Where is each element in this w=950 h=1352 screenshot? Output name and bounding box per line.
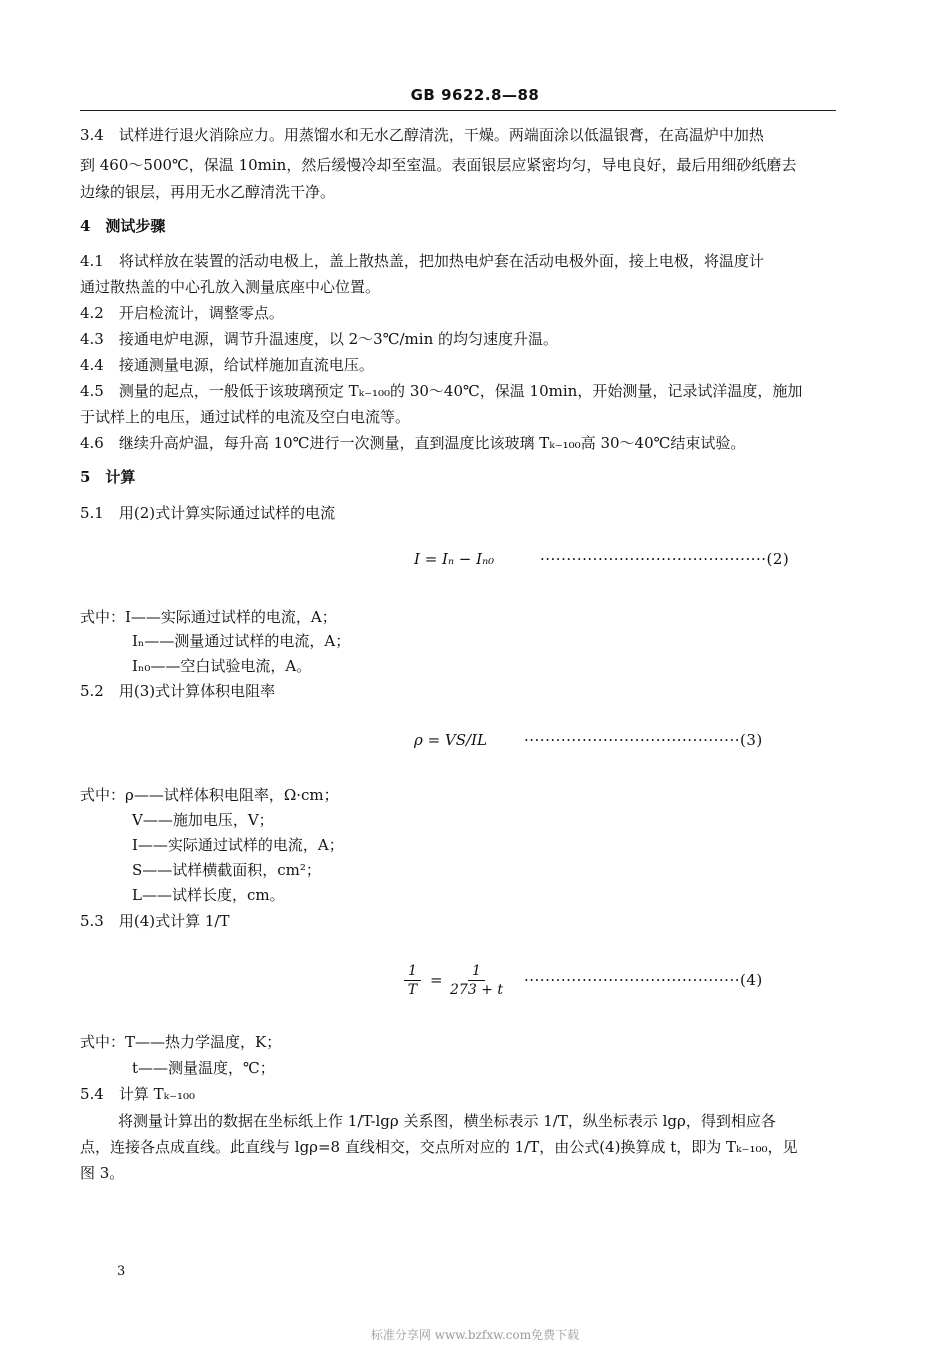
eq2-def-1: 式中：I——实际通过试样的电流，A； [80, 608, 337, 626]
header-rule [80, 110, 836, 111]
eq3-def-3: I——实际通过试样的电流，A； [132, 836, 344, 854]
eq3-def-5: L——试样长度，cm。 [132, 886, 285, 904]
para-4-2: 4.2 开启检流计，调整零点。 [80, 304, 284, 322]
para-3-4-line2: 到 460～500℃，保温 10min，然后缓慢冷却至室温。表面银层应紧密均匀，导电良好，最后用细砂纸磨去 [80, 156, 797, 174]
equation-4-rhs [450, 962, 503, 999]
eq4-rhs-denominator: 273 + t [450, 982, 503, 998]
eq2-def-3: Iₙ₀——空白试验电流，A。 [132, 657, 312, 675]
section-4-heading: 4 测试步骤 [80, 217, 166, 235]
para-4-3: 4.3 接通电炉电源，调节升温速度，以 2～3℃/min 的均匀速度升温。 [80, 330, 558, 348]
eq4-lhs-numerator: 1 [404, 962, 421, 981]
eq4-rhs-numerator: 1 [468, 962, 485, 981]
standard-code: GB 9622.8—88 [410, 86, 540, 104]
eq4-def-1: 式中：T——热力学温度，K； [80, 1033, 282, 1051]
equation-4-lhs [404, 962, 421, 999]
para-5-4-line3: 图 3。 [80, 1164, 125, 1182]
para-5-1: 5.1 用(2)式计算实际通过试样的电流 [80, 504, 336, 522]
eq4-equals: = [430, 971, 443, 989]
para-5-4-line1: 将测量计算出的数据在坐标纸上作 1/T-lgρ 关系图，横坐标表示 1/T，纵坐标表示 lgρ，得到相应各 [118, 1112, 776, 1130]
eq2-def-2: Iₙ——测量通过试样的电流，A； [132, 632, 351, 650]
eq4-lhs-denominator: T [407, 982, 418, 998]
para-5-2: 5.2 用(3)式计算体积电阻率 [80, 682, 276, 700]
eq3-def-2: V——施加电压，V； [132, 811, 274, 829]
eq4-def-2: t——测量温度，℃； [132, 1059, 275, 1077]
equation-3: ρ = VS/IL [414, 731, 487, 749]
equation-2: I = Iₙ − Iₙ₀ [414, 550, 495, 568]
para-4-1-line1: 4.1 将试样放在装置的活动电极上，盖上散热盖，把加热电炉套在活动电极外面，接上电极，将温度计 [80, 252, 764, 270]
section-5-heading: 5 计算 [80, 468, 136, 486]
equation-3-leader: ·········································(3) [524, 731, 763, 749]
equation-4-leader: ·········································(4) [524, 971, 763, 989]
page-number: 3 [117, 1264, 126, 1279]
para-4-5-line1: 4.5 测量的起点，一般低于该玻璃预定 Tₖ₋₁₀₀的 30～40℃，保温 10min，开始测量，记录试洋温度，施加 [80, 382, 803, 400]
para-5-3: 5.3 用(4)式计算 1/T [80, 912, 230, 930]
equation-2-leader: ···········································(2) [540, 550, 790, 568]
para-3-4-line3: 边缘的银层，再用无水乙醇清洗干净。 [80, 183, 336, 201]
eq3-def-4: S——试样横截面积，cm²； [132, 861, 321, 879]
para-5-4-line2: 点，连接各点成直线。此直线与 lgρ=8 直线相交，交点所对应的 1/T，由公式(4)换算成 t，即为 Tₖ₋₁₀₀，见 [80, 1138, 798, 1156]
para-4-1-line2: 通过散热盖的中心孔放入测量底座中心位置。 [80, 278, 381, 296]
footer-watermark[interactable]: 标准分享网 www.bzfxw.com免费下载 [370, 1328, 580, 1342]
para-4-4: 4.4 接通测量电源，给试样施加直流电压。 [80, 356, 374, 374]
eq3-def-1: 式中：ρ——试样体积电阻率，Ω·cm； [80, 786, 339, 804]
para-5-4-heading: 5.4 计算 Tₖ₋₁₀₀ [80, 1085, 196, 1103]
para-4-5-line2: 于试样上的电压，通过试样的电流及空白电流等。 [80, 408, 411, 426]
para-3-4-line1: 3.4 试样进行退火消除应力。用蒸馏水和无水乙醇清洗，干燥。两端面涂以低温银膏，在高温炉中加热 [80, 126, 764, 144]
para-4-6: 4.6 继续升高炉温，每升高 10℃进行一次测量，直到温度比该玻璃 Tₖ₋₁₀₀高 30～40℃结束试验。 [80, 434, 746, 452]
